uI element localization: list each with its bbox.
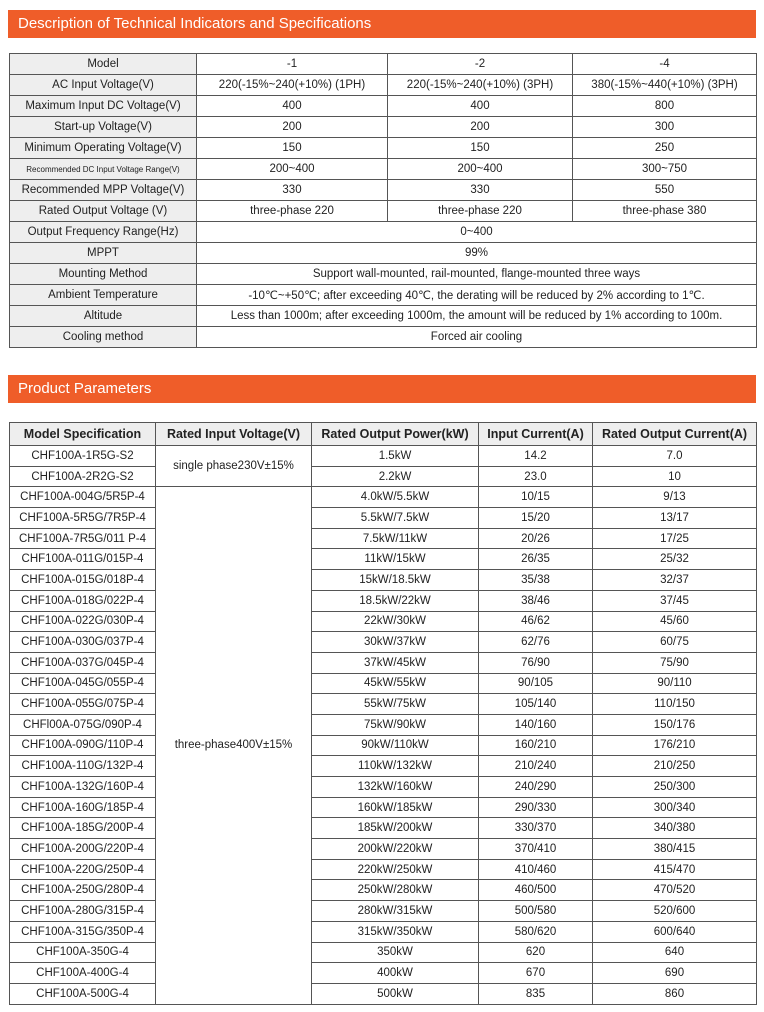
rated-output-current-cell: 13/17 xyxy=(593,508,757,529)
spec-row-label: Recommended DC Input Voltage Range(V) xyxy=(10,159,197,180)
rated-output-current-cell: 10 xyxy=(593,466,757,487)
input-current-cell: 835 xyxy=(479,983,593,1004)
input-current-cell: 46/62 xyxy=(479,611,593,632)
spec-row-value: 150 xyxy=(197,138,388,159)
rated-output-current-cell: 380/415 xyxy=(593,839,757,860)
table-row xyxy=(10,673,757,694)
spec-row-value: 0~400 xyxy=(197,222,757,243)
spec-row xyxy=(10,201,757,222)
rated-output-current-cell: 17/25 xyxy=(593,528,757,549)
spec-row-value: 150 xyxy=(388,138,573,159)
spec-row-value: 800 xyxy=(573,96,757,117)
rated-output-current-cell: 32/37 xyxy=(593,570,757,591)
table-row xyxy=(10,611,757,632)
spec-row-value: 330 xyxy=(388,180,573,201)
rated-output-power-cell: 1.5kW xyxy=(312,446,479,467)
rated-output-power-cell: 15kW/18.5kW xyxy=(312,570,479,591)
rated-output-current-cell: 600/640 xyxy=(593,921,757,942)
table-row xyxy=(10,570,757,591)
table-row xyxy=(10,818,757,839)
table-row xyxy=(10,756,757,777)
table-row xyxy=(10,487,757,508)
input-current-cell: 670 xyxy=(479,963,593,984)
spec-row xyxy=(10,159,757,180)
model-spec-cell: CHF100A-185G/200P-4 xyxy=(10,818,156,839)
model-spec-cell: CHF100A-090G/110P-4 xyxy=(10,735,156,756)
spec-section-title: Description of Technical Indicators and Specifications xyxy=(8,10,756,38)
table-row xyxy=(10,590,757,611)
spec-row-value: 330 xyxy=(197,180,388,201)
spec-row-value: 200 xyxy=(388,117,573,138)
spec-row-value: 200~400 xyxy=(197,159,388,180)
spec-header-col1: -1 xyxy=(197,54,388,75)
rated-output-power-cell: 132kW/160kW xyxy=(312,777,479,798)
spec-merged-row xyxy=(10,327,757,348)
input-current-cell: 23.0 xyxy=(479,466,593,487)
spec-row-value: three-phase 220 xyxy=(388,201,573,222)
rated-output-current-cell: 470/520 xyxy=(593,880,757,901)
table-row xyxy=(10,632,757,653)
rated-output-current-cell: 176/210 xyxy=(593,735,757,756)
table-row xyxy=(10,901,757,922)
rated-output-current-cell: 150/176 xyxy=(593,714,757,735)
spec-row-value: Support wall-mounted, rail-mounted, flange-mounted three ways xyxy=(197,264,757,285)
table-row xyxy=(10,694,757,715)
spec-row-value: 250 xyxy=(573,138,757,159)
spec-row-value: 400 xyxy=(388,96,573,117)
input-current-cell: 38/46 xyxy=(479,590,593,611)
rated-output-current-cell: 520/600 xyxy=(593,901,757,922)
table-row xyxy=(10,446,757,467)
rated-output-power-cell: 160kW/185kW xyxy=(312,797,479,818)
table-row xyxy=(10,859,757,880)
input-current-cell: 140/160 xyxy=(479,714,593,735)
spec-row-label: MPPT xyxy=(10,243,197,264)
model-spec-cell: CHF100A-200G/220P-4 xyxy=(10,839,156,860)
rated-output-power-cell: 280kW/315kW xyxy=(312,901,479,922)
table-row xyxy=(10,797,757,818)
rated-output-current-cell: 7.0 xyxy=(593,446,757,467)
input-current-cell: 35/38 xyxy=(479,570,593,591)
rated-output-current-cell: 37/45 xyxy=(593,590,757,611)
table-row xyxy=(10,508,757,529)
spec-row-label: Cooling method xyxy=(10,327,197,348)
model-spec-cell: CHF100A-250G/280P-4 xyxy=(10,880,156,901)
rated-output-power-cell: 200kW/220kW xyxy=(312,839,479,860)
model-spec-cell: CHF100A-220G/250P-4 xyxy=(10,859,156,880)
spec-row-value: 200 xyxy=(197,117,388,138)
spec-table xyxy=(9,53,757,348)
spec-header-col3: -4 xyxy=(573,54,757,75)
table-row xyxy=(10,735,757,756)
spec-row xyxy=(10,138,757,159)
table-row xyxy=(10,921,757,942)
input-current-cell: 105/140 xyxy=(479,694,593,715)
table-row xyxy=(10,942,757,963)
model-spec-cell: CHF100A-018G/022P-4 xyxy=(10,590,156,611)
model-spec-cell: CHF100A-015G/018P-4 xyxy=(10,570,156,591)
rated-output-power-cell: 30kW/37kW xyxy=(312,632,479,653)
input-current-cell: 76/90 xyxy=(479,652,593,673)
rated-output-power-cell: 37kW/45kW xyxy=(312,652,479,673)
input-current-cell: 90/105 xyxy=(479,673,593,694)
spec-row-value: Forced air cooling xyxy=(197,327,757,348)
model-spec-cell: CHF100A-280G/315P-4 xyxy=(10,901,156,922)
rated-output-power-cell: 500kW xyxy=(312,983,479,1004)
spec-row-label: Minimum Operating Voltage(V) xyxy=(10,138,197,159)
model-spec-cell: CHF100A-055G/075P-4 xyxy=(10,694,156,715)
product-table xyxy=(9,422,757,1005)
spec-row-value: 380(-15%~440(+10%) (3PH) xyxy=(573,75,757,96)
header-rated-output-power: Rated Output Power(kW) xyxy=(312,423,479,446)
model-spec-cell: CHF100A-1R5G-S2 xyxy=(10,446,156,467)
rated-output-power-cell: 55kW/75kW xyxy=(312,694,479,715)
rated-output-power-cell: 18.5kW/22kW xyxy=(312,590,479,611)
model-spec-cell: CHF100A-011G/015P-4 xyxy=(10,549,156,570)
rated-output-power-cell: 75kW/90kW xyxy=(312,714,479,735)
rated-output-power-cell: 110kW/132kW xyxy=(312,756,479,777)
model-spec-cell: CHF100A-500G-4 xyxy=(10,983,156,1004)
rated-output-current-cell: 340/380 xyxy=(593,818,757,839)
input-current-cell: 290/330 xyxy=(479,797,593,818)
rated-output-current-cell: 690 xyxy=(593,963,757,984)
spec-row xyxy=(10,96,757,117)
spec-row-label: Rated Output Voltage (V) xyxy=(10,201,197,222)
spec-row-value: 220(-15%~240(+10%) (1PH) xyxy=(197,75,388,96)
input-current-cell: 500/580 xyxy=(479,901,593,922)
spec-row-value: 400 xyxy=(197,96,388,117)
model-spec-cell: CHF100A-022G/030P-4 xyxy=(10,611,156,632)
rated-output-current-cell: 90/110 xyxy=(593,673,757,694)
spec-merged-row xyxy=(10,264,757,285)
spec-row-value: -10℃~+50℃; after exceeding 40℃, the derating will be reduced by 2% according to 1℃. xyxy=(197,285,757,306)
rated-output-current-cell: 250/300 xyxy=(593,777,757,798)
header-rated-input-voltage: Rated Input Voltage(V) xyxy=(156,423,312,446)
spec-row xyxy=(10,117,757,138)
rated-output-power-cell: 2.2kW xyxy=(312,466,479,487)
spec-row-label: Altitude xyxy=(10,306,197,327)
rated-output-power-cell: 22kW/30kW xyxy=(312,611,479,632)
model-spec-cell: CHF100A-400G-4 xyxy=(10,963,156,984)
table-row xyxy=(10,549,757,570)
rated-output-power-cell: 250kW/280kW xyxy=(312,880,479,901)
rated-output-current-cell: 110/150 xyxy=(593,694,757,715)
model-spec-cell: CHF100A-110G/132P-4 xyxy=(10,756,156,777)
table-row xyxy=(10,983,757,1004)
input-current-cell: 15/20 xyxy=(479,508,593,529)
rated-output-power-cell: 7.5kW/11kW xyxy=(312,528,479,549)
input-current-cell: 410/460 xyxy=(479,859,593,880)
model-spec-cell: CHF100A-160G/185P-4 xyxy=(10,797,156,818)
input-current-cell: 370/410 xyxy=(479,839,593,860)
rated-output-current-cell: 860 xyxy=(593,983,757,1004)
rated-output-power-cell: 185kW/200kW xyxy=(312,818,479,839)
product-section-title: Product Parameters xyxy=(8,375,756,403)
rated-input-voltage-three-phase: three-phase400V±15% xyxy=(156,487,312,1004)
input-current-cell: 210/240 xyxy=(479,756,593,777)
model-spec-cell: CHF100A-2R2G-S2 xyxy=(10,466,156,487)
input-current-cell: 62/76 xyxy=(479,632,593,653)
header-model-spec: Model Specification xyxy=(10,423,156,446)
rated-output-power-cell: 5.5kW/7.5kW xyxy=(312,508,479,529)
input-current-cell: 620 xyxy=(479,942,593,963)
spec-merged-row xyxy=(10,222,757,243)
spec-row-label: Mounting Method xyxy=(10,264,197,285)
table-row xyxy=(10,777,757,798)
rated-output-current-cell: 640 xyxy=(593,942,757,963)
spec-row-label: Start-up Voltage(V) xyxy=(10,117,197,138)
rated-output-current-cell: 9/13 xyxy=(593,487,757,508)
table-row xyxy=(10,652,757,673)
spec-row-label: Recommended MPP Voltage(V) xyxy=(10,180,197,201)
table-row xyxy=(10,839,757,860)
input-current-cell: 10/15 xyxy=(479,487,593,508)
spec-row-value: 300 xyxy=(573,117,757,138)
spec-row-value: 220(-15%~240(+10%) (3PH) xyxy=(388,75,573,96)
spec-header-col2: -2 xyxy=(388,54,573,75)
table-row xyxy=(10,528,757,549)
spec-row-value: three-phase 380 xyxy=(573,201,757,222)
input-current-cell: 580/620 xyxy=(479,921,593,942)
input-current-cell: 20/26 xyxy=(479,528,593,549)
spec-row xyxy=(10,180,757,201)
rated-output-current-cell: 300/340 xyxy=(593,797,757,818)
product-header-row xyxy=(10,423,757,446)
rated-output-current-cell: 415/470 xyxy=(593,859,757,880)
input-current-cell: 14.2 xyxy=(479,446,593,467)
model-spec-cell: CHF100A-315G/350P-4 xyxy=(10,921,156,942)
input-current-cell: 240/290 xyxy=(479,777,593,798)
rated-output-power-cell: 315kW/350kW xyxy=(312,921,479,942)
spec-merged-row xyxy=(10,243,757,264)
model-spec-cell: CHF100A-350G-4 xyxy=(10,942,156,963)
spec-header-model: Model xyxy=(10,54,197,75)
spec-row xyxy=(10,75,757,96)
rated-input-voltage-single-phase: single phase230V±15% xyxy=(156,446,312,487)
spec-merged-row xyxy=(10,306,757,327)
spec-header-row xyxy=(10,54,757,75)
spec-row-value: 550 xyxy=(573,180,757,201)
spec-row-value: Less than 1000m; after exceeding 1000m, the amount will be reduced by 1% according to 100m. xyxy=(197,306,757,327)
model-spec-cell: CHF100A-037G/045P-4 xyxy=(10,652,156,673)
rated-output-power-cell: 11kW/15kW xyxy=(312,549,479,570)
rated-output-current-cell: 60/75 xyxy=(593,632,757,653)
rated-output-current-cell: 75/90 xyxy=(593,652,757,673)
input-current-cell: 26/35 xyxy=(479,549,593,570)
spec-row-value: 200~400 xyxy=(388,159,573,180)
spec-merged-row xyxy=(10,285,757,306)
table-row xyxy=(10,714,757,735)
spec-row-label: Ambient Temperature xyxy=(10,285,197,306)
input-current-cell: 330/370 xyxy=(479,818,593,839)
spec-row-label: Output Frequency Range(Hz) xyxy=(10,222,197,243)
spec-row-value: three-phase 220 xyxy=(197,201,388,222)
rated-output-power-cell: 220kW/250kW xyxy=(312,859,479,880)
model-spec-cell: CHF100A-132G/160P-4 xyxy=(10,777,156,798)
spec-row-label: Maximum Input DC Voltage(V) xyxy=(10,96,197,117)
model-spec-cell: CHF100A-7R5G/011 P-4 xyxy=(10,528,156,549)
spec-row-label: AC Input Voltage(V) xyxy=(10,75,197,96)
table-row xyxy=(10,963,757,984)
spec-row-value: 300~750 xyxy=(573,159,757,180)
model-spec-cell: CHF100A-5R5G/7R5P-4 xyxy=(10,508,156,529)
header-rated-output-current: Rated Output Current(A) xyxy=(593,423,757,446)
rated-output-power-cell: 350kW xyxy=(312,942,479,963)
input-current-cell: 160/210 xyxy=(479,735,593,756)
rated-output-power-cell: 400kW xyxy=(312,963,479,984)
model-spec-cell: CHF100A-030G/037P-4 xyxy=(10,632,156,653)
model-spec-cell: CHFl00A-075G/090P-4 xyxy=(10,714,156,735)
rated-output-current-cell: 210/250 xyxy=(593,756,757,777)
rated-output-current-cell: 45/60 xyxy=(593,611,757,632)
spec-row-value: 99% xyxy=(197,243,757,264)
rated-output-power-cell: 4.0kW/5.5kW xyxy=(312,487,479,508)
model-spec-cell: CHF100A-004G/5R5P-4 xyxy=(10,487,156,508)
rated-output-current-cell: 25/32 xyxy=(593,549,757,570)
model-spec-cell: CHF100A-045G/055P-4 xyxy=(10,673,156,694)
table-row xyxy=(10,880,757,901)
rated-output-power-cell: 90kW/110kW xyxy=(312,735,479,756)
input-current-cell: 460/500 xyxy=(479,880,593,901)
rated-output-power-cell: 45kW/55kW xyxy=(312,673,479,694)
header-input-current: Input Current(A) xyxy=(479,423,593,446)
table-row xyxy=(10,466,757,487)
